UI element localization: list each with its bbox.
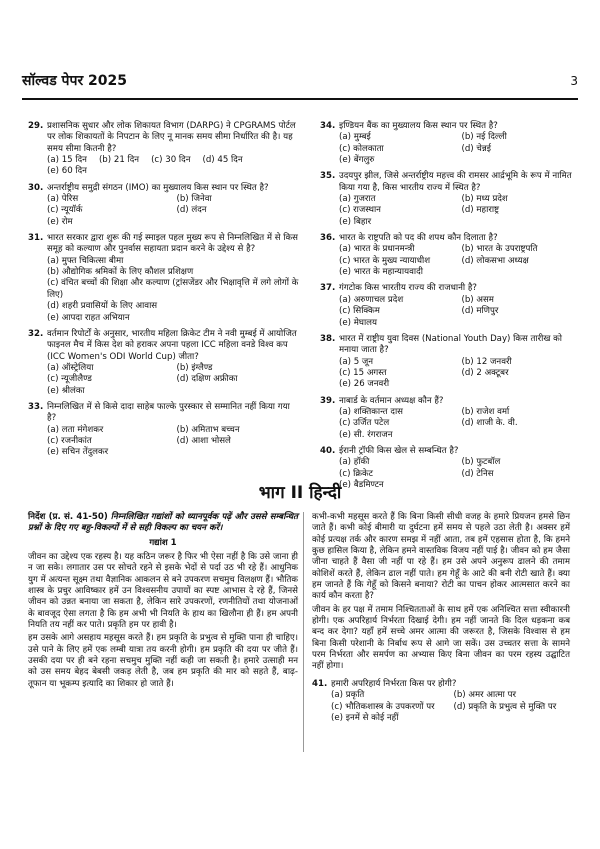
passage-paragraph: जीवन का उद्देश्य एक रहस्य है। यह कठिन जरूर है फिर भी ऐसा नहीं है कि उसे जाना ही न जा सके। लगातार उस पर सोचते रहने से इसके भेदों से पर्दा उठ भी रहे हैं। आधुनिक युग में अत्यन्त सूक्ष्म तथा वैज्ञानिक आकलन से बने उपकरण सचमुच विलक्षण हैं। भौतिक शास्त्र के प्रचुर आविष्कार हमें उन विश्वसनीय उपायों का स्पष्ट आभास दे रहे हैं, जिनसे जीवन को उन्नत बनाया जा सकता है, लेकिन सारे उपकरणों, रणनीतियों तथा योजनाओं के बावजूद ऐसा लगता है कि हम अभी भी नियति के हाथ का खिलौना ही हैं। हम अपनी नियति तय नहीं कर पाते। प्रकृति हम पर हावी है। [28,552,298,631]
option: (e) बेंगलुरु [339,155,375,166]
options [339,132,578,166]
passage-title: गद्यांश 1 [149,537,177,548]
option: (a) मुफ्त चिकित्सा बीमा [47,255,124,266]
option: (a) हॉकी [339,457,370,468]
option: (a) भारत के प्रधानमन्त्री [339,244,415,255]
option: (c) क्रिकेट [339,468,373,479]
option: (e) सी. रंगराजन [339,429,393,440]
question-41 [312,679,570,724]
question-number: 35. [320,171,336,182]
page-number: 3 [570,74,578,88]
option: (c) न्यूयॉर्क [47,205,83,216]
option: (c) 30 दिन [151,155,191,166]
instructions [28,512,298,535]
option: (a) मुम्बई [339,132,371,143]
option: (c) सिक्किम [339,306,380,317]
question-32 [28,329,300,397]
question-text: हमारी अपरिहार्य निर्भरता किस पर होगी? [331,678,457,689]
option: (a) प्रकृति [331,690,365,701]
passage-paragraph: जीवन के हर पक्ष में तमाम निश्चितताओं के साथ हमें एक अनिश्चित सत्ता स्वीकारनी होगी। एक अपरिहार्य निर्भरता दिखाई देगी। हम नहीं जानते कि दिल धड़कना कब बन्द कर देगा? यहाँ हमें सच्चे अमर आत्मा की जरूरत है, जिसके विश्वास से हम बिना किसी परेशानी के निर्बाध रूप से आगे जा सकें। उस उच्चतर सत्ता के सामने परम निर्भरता और समर्पण का अभ्यास किए बिना जीवन का परम रहस्य उद्घाटित नहीं होगा। [312,604,570,672]
option: (b) जिनेवा [176,194,212,205]
question-text: इण्डियन बैंक का मुख्यालय किस स्थान पर स्थित है? [339,121,498,131]
option: (c) कोलकाता [339,143,384,154]
passage-paragraph: हम उसके आगे असहाय महसूस करते हैं। हम प्रकृति के प्रभुत्व से मुक्ति पाना ही चाहिए। उसे पाने के लिए हमें एक लम्बी यात्रा तय करनी होगी। हम प्रकृति की दया पर जीते हैं। उसकी दया पर ही बने रहना सचमुच मुक्ति नहीं कही जा सकती है। हमारे उत्साही मन को उस समय बेहद बेबसी जकड़ लेती है, जब हम प्रकृति की मार को सहते हैं, बाढ़-तूफान या भूकम्प इत्यादि का शिकार हो जाते हैं। [28,633,298,689]
passage-column-left [28,512,298,692]
header-divider [22,98,578,100]
question-number: 32. [28,328,44,339]
options [47,363,300,397]
option: (b) असम [461,294,494,305]
question-39 [320,396,578,441]
question-text: भारत में राष्ट्रीय युवा दिवस (National Youth Day) किस तारीख को मनाया जाता है? [339,333,562,356]
question-number: 41. [312,678,328,689]
option: (a) अरुणाचल प्रदेश [339,294,404,305]
option: (c) भारत के मुख्य न्यायाधीश [339,255,431,266]
option: (e) 60 दिन [47,166,87,177]
option: (b) भारत के उपराष्ट्रपति [461,244,538,255]
option: (a) गुजरात [339,194,376,205]
option: (a) शक्तिकान्त दास [339,406,403,417]
option: (b) 21 दिन [98,155,140,166]
option: (d) दक्षिण अफ्रीका [176,374,238,385]
option: (c) 15 अगस्त [339,367,387,378]
question-text: ईरानी ट्रॉफी किस खेल से सम्बन्धित है? [339,445,459,456]
option: (a) लता मंगेशकर [47,424,104,435]
instructions-text: निम्नलिखित गद्यांशों को ध्यानपूर्वक पढ़ें और उससे सम्बन्धित प्रश्नों के दिए गए बहु-विकल्पों में से सही विकल्प का चयन करें। [28,512,298,534]
question-38 [320,334,578,391]
question-text: भारत के राष्ट्रपति को पद की शपथ कौन दिलाता है? [339,233,498,244]
question-text: भारत सरकार द्वारा शुरू की गई स्माइल पहल मुख्य रूप से निम्नलिखित में से किस समूह को कल्याण और पुनर्वास सहायता प्रदान करने के उद्देश्य से है? [47,233,298,255]
question-30 [28,183,300,228]
option: (b) 12 जनवरी [461,356,512,367]
question-text: निम्नलिखित में से किसे दादा साहेब फाल्के पुरस्कार से सम्मानित नहीं किया गया है? [47,401,290,424]
page-header [22,72,578,94]
question-number: 33. [28,401,44,412]
option: (b) नई दिल्ली [461,132,507,143]
option: (d) टेनिस [461,468,494,479]
option: (c) रजनीकांत [47,435,92,446]
option: (b) इंग्लैण्ड [176,362,213,373]
options [339,407,578,441]
question-number: 36. [320,233,336,244]
option: (e) आपदा राहत अभियान [47,312,130,323]
option: (c) न्यूजीलैण्ड [47,374,92,385]
option: (a) 5 जून [339,356,374,367]
option: (d) चेन्नई [461,143,491,154]
option: (c) राजस्थान [339,205,381,216]
question-number: 34. [320,121,336,131]
option: (c) उर्जित पटेल [339,418,390,429]
instructions-label: निर्देश (प्र. सं. 41-50) [28,512,108,522]
option: (e) श्रीलंका [47,385,85,396]
option: (d) लंदन [176,205,207,216]
passage-paragraph: कभी-कभी महसूस करते हैं कि बिना किसी सीधी वजह के हमारे प्रियजन हमसे छिन जाते हैं। कभी कोई बीमारी या दुर्घटना हमें समय से पहले उठा लेती है। अक्सर हमें कोई प्रत्यक्ष तर्क और कारण समझ में नहीं आता, तब हमें एहसास होता है, कि हमने कुछ हासिल किया है, लेकिन हमने वास्तविक विजय नहीं पाई है। जीवन को हम जैसा जीना चाहते हैं वैसा जी नहीं पा रहे हैं। हम उसे अपने अनुरूप ढालने की तमाम कोशिशें करते हैं, लेकिन ढाल नहीं पाते। हम गेहूँ के आटे की बनी रोटी खाते हैं। क्या हम जानते हैं कि गेहूँ को किसने बनाया? रोटी का पाचन होकर आत्मसात करने का कार्य कौन करता है? [312,512,570,602]
option: (d) महाराष्ट्र [461,205,500,216]
options [339,295,578,329]
column-divider [303,512,304,752]
option: (b) औद्योगिक श्रमिकों के लिए कौशल प्रशिक्षण [47,267,194,278]
options [47,155,300,178]
option: (d) 45 दिन [202,155,243,166]
passage-column-right [312,512,570,729]
option: (c) वंचित बच्चों की शिक्षा और कल्याण (ट्रांसजेंडर और भिक्षावृत्ति में लगे लोगों के लिए) [47,278,299,300]
option: (b) अमिताभ बच्चन [176,424,240,435]
question-34 [320,121,578,166]
option: (a) ऑस्ट्रेलिया [47,362,94,373]
question-29 [28,121,300,178]
question-number: 38. [320,333,336,344]
option: (b) फुटबॉल [461,457,501,468]
question-text: नाबार्ड के वर्तमान अध्यक्ष कौन हैं? [339,395,444,406]
option: (e) बिहार [339,216,372,227]
option: (b) अमर आत्मा पर [453,690,517,701]
question-text: अन्तर्राष्ट्रीय समुद्री संगठन (IMO) का मुख्यालय किस स्थान पर स्थित है? [47,182,269,193]
question-column-left [28,121,300,464]
option: (c) भौतिकशास्त्र के उपकरणों पर [331,701,435,712]
option: (d) शाजी के. वी. [461,418,518,429]
question-number: 31. [28,233,44,244]
option: (d) प्रकृति के प्रभुत्व से मुक्ति पर [453,701,557,712]
option: (d) 2 अक्टूबर [461,367,509,378]
question-number: 39. [320,395,336,406]
option: (d) आशा भोसले [176,435,231,446]
question-text: प्रशासनिक सुधार और लोक शिकायत विभाग (DARPG) ने CPGRAMS पोर्टल पर लोक शिकायतों के निपटान के लिए नू मानक समय सीमा निर्धारित की है। यह समय सीमा कितनी है? [47,121,296,154]
options [47,194,300,228]
question-number: 30. [28,182,44,193]
question-columns [28,121,578,490]
option: (b) मध्य प्रदेश [461,194,508,205]
question-37 [320,283,578,328]
question-36 [320,233,578,278]
option: (e) मेघालय [339,317,377,328]
option: (e) इनमें से कोई नहीं [331,712,399,723]
options [331,690,570,724]
option: (d) लोकसभा अध्यक्ष [461,255,529,266]
option: (e) सचिन तेंदुलकर [47,447,109,458]
page-title: सॉल्वड पेपर 2025 [22,73,128,89]
question-31 [28,233,300,324]
options [339,357,578,391]
question-column-right [320,121,578,496]
section-title: भाग II हिन्दी [258,483,342,503]
option: (b) राजेश वर्मा [461,406,510,417]
question-number: 40. [320,445,336,456]
question-text: वर्तमान रिपोर्टों के अनुसार, भारतीय महिला क्रिकेट टीम ने नवी मुम्बई में आयोजित फाइनल मैच में किस देश को हराकर अपना पहला ICC महिला वनडे विश्व कप (ICC Women's ODI World Cup) जीता? [47,328,297,362]
option: (a) 15 दिन [47,155,87,166]
option: (d) मणिपुर [461,306,499,317]
option: (e) भारत के महान्यायवादी [339,267,423,278]
question-number: 29. [28,121,44,131]
options [47,425,300,459]
question-33 [28,402,300,459]
options [339,244,578,278]
question-text: गंगटोक किस भारतीय राज्य की राजधानी है? [339,283,477,294]
options [47,256,300,324]
option: (d) शहरी प्रवासियों के लिए आवास [47,301,158,312]
option: (a) पेरिस [47,194,79,205]
option: (e) रोम [47,216,73,227]
question-35 [320,171,578,228]
option: (e) 26 जनवरी [339,379,390,390]
question-number: 37. [320,283,336,294]
options [339,194,578,228]
question-text: उदयपुर झील, जिसे अन्तर्राष्ट्रीय महत्त्व की रामसर आर्द्रभूमि के रूप में नामित किया गया है, किस भारतीय राज्य में स्थित है? [339,171,572,193]
option: (e) बैडमिण्टन [339,479,384,490]
